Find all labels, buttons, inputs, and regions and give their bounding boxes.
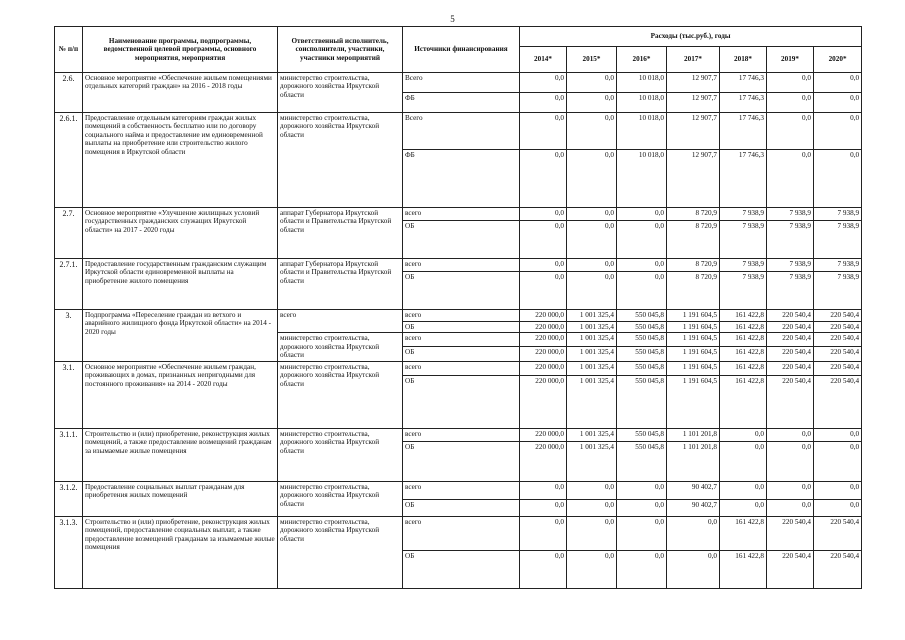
header-year: 2015* (567, 47, 617, 73)
row-source: ОБ (403, 346, 520, 361)
row-value: 0,0 (617, 481, 667, 499)
row-value: 1 191 604,5 (667, 346, 720, 361)
row-value: 90 402,7 (667, 481, 720, 499)
row-value: 0,0 (567, 272, 617, 310)
row-source: всего (403, 208, 520, 221)
row-value: 0,0 (567, 550, 617, 588)
row-value: 0,0 (520, 550, 567, 588)
row-value: 161 422,8 (720, 322, 767, 333)
row-value: 161 422,8 (720, 550, 767, 588)
row-value: 1 101 201,8 (667, 441, 720, 481)
header-number: № п/п (55, 27, 83, 73)
row-name: Строительство и (или) приобретение, реконструкция жилых помещений, предоставление социальных выплат, а также предоставление возмещений гражданам за изымаемые жилые помещения (83, 516, 278, 588)
row-value: 550 045,8 (617, 333, 667, 346)
row-source: Всего (403, 73, 520, 93)
row-value: 1 191 604,5 (667, 310, 720, 322)
row-name: Предоставление государственным гражданским служащим Иркутской области единовременной выплаты на приобретение жилого помещения (83, 259, 278, 310)
row-code: 2.7. (55, 208, 83, 259)
row-value: 7 938,9 (720, 208, 767, 221)
row-value: 12 907,7 (667, 150, 720, 208)
header-spending: Расходы (тыс.руб.), годы (520, 27, 862, 47)
row-value: 1 191 604,5 (667, 322, 720, 333)
row-value: 7 938,9 (814, 272, 862, 310)
row-value: 0,0 (814, 73, 862, 93)
row-value: 0,0 (617, 221, 667, 259)
row-source: всего (403, 481, 520, 499)
row-executor: министерство строительства, дорожного хозяйства Иркутской области (278, 428, 403, 481)
row-value: 0,0 (767, 441, 814, 481)
row-value: 0,0 (520, 272, 567, 310)
row-value: 8 720,9 (667, 221, 720, 259)
row-value: 7 938,9 (814, 208, 862, 221)
row-value: 220 540,4 (814, 375, 862, 428)
header-year: 2019* (767, 47, 814, 73)
row-source: ОБ (403, 322, 520, 333)
row-value: 0,0 (720, 441, 767, 481)
row-value: 0,0 (520, 73, 567, 93)
row-source: всего (403, 516, 520, 550)
row-value: 220 000,0 (520, 428, 567, 441)
row-source: Всего (403, 113, 520, 150)
row-value: 0,0 (767, 428, 814, 441)
row-source: ОБ (403, 550, 520, 588)
table-header (55, 27, 862, 73)
row-value: 220 540,4 (767, 333, 814, 346)
row-value: 220 000,0 (520, 441, 567, 481)
row-value: 7 938,9 (767, 208, 814, 221)
header-year: 2014* (520, 47, 567, 73)
row-value: 1 001 325,4 (567, 375, 617, 428)
row-value: 1 001 325,4 (567, 346, 617, 361)
row-value: 0,0 (567, 481, 617, 499)
row-value: 161 422,8 (720, 375, 767, 428)
row-value: 220 540,4 (814, 516, 862, 550)
row-code: 3. (55, 310, 83, 362)
row-code: 3.1. (55, 361, 83, 428)
row-source: всего (403, 361, 520, 375)
row-value: 0,0 (567, 499, 617, 516)
row-executor: министерство строительства, дорожного хозяйства Иркутской области (278, 361, 403, 428)
row-value: 220 540,4 (767, 361, 814, 375)
row-executor: министерство строительства, дорожного хозяйства Иркутской области (278, 73, 403, 113)
row-value: 17 746,3 (720, 93, 767, 113)
row-value: 0,0 (617, 272, 667, 310)
row-value: 7 938,9 (767, 221, 814, 259)
row-value: 10 018,0 (617, 113, 667, 150)
row-value: 10 018,0 (617, 93, 667, 113)
row-value: 220 540,4 (767, 550, 814, 588)
row-value: 0,0 (720, 428, 767, 441)
row-executor: министерство строительства, дорожного хозяйства Иркутской области (278, 333, 403, 361)
row-source: всего (403, 333, 520, 346)
row-value: 220 540,4 (814, 310, 862, 322)
row-name: Подпрограмма «Переселение граждан из ветхого и аварийного жилищного фонда Иркутской области» на 2014 - 2020 годы (83, 310, 278, 362)
row-value: 0,0 (767, 73, 814, 93)
row-value: 161 422,8 (720, 361, 767, 375)
row-value: 0,0 (814, 93, 862, 113)
row-value: 1 001 325,4 (567, 428, 617, 441)
row-value: 0,0 (767, 93, 814, 113)
row-value: 17 746,3 (720, 113, 767, 150)
row-value: 1 001 325,4 (567, 310, 617, 322)
row-code: 3.1.2. (55, 481, 83, 516)
row-value: 220 000,0 (520, 346, 567, 361)
row-executor: министерство строительства, дорожного хозяйства Иркутской области (278, 113, 403, 208)
row-value: 7 938,9 (720, 272, 767, 310)
row-value: 17 746,3 (720, 150, 767, 208)
header-executor: Ответственный исполнитель, соисполнители, участники, участники мероприятий (278, 27, 403, 73)
row-value: 161 422,8 (720, 310, 767, 322)
row-value: 550 045,8 (617, 310, 667, 322)
row-code: 3.1.3. (55, 516, 83, 588)
row-value: 0,0 (767, 113, 814, 150)
row-value: 220 540,4 (814, 333, 862, 346)
row-value: 7 938,9 (767, 259, 814, 272)
row-value: 0,0 (720, 481, 767, 499)
row-value: 0,0 (617, 550, 667, 588)
row-value: 1 101 201,8 (667, 428, 720, 441)
row-source: ОБ (403, 375, 520, 428)
row-source: ФБ (403, 93, 520, 113)
row-value: 8 720,9 (667, 208, 720, 221)
row-code: 2.7.1. (55, 259, 83, 310)
row-source: ОБ (403, 221, 520, 259)
row-source: всего (403, 310, 520, 322)
row-value: 161 422,8 (720, 333, 767, 346)
row-value: 220 540,4 (814, 322, 862, 333)
row-value: 0,0 (814, 499, 862, 516)
row-value: 1 001 325,4 (567, 441, 617, 481)
row-source: ОБ (403, 499, 520, 516)
row-value: 0,0 (767, 499, 814, 516)
row-value: 0,0 (667, 550, 720, 588)
row-value: 0,0 (567, 208, 617, 221)
header-year: 2018* (720, 47, 767, 73)
row-value: 0,0 (567, 93, 617, 113)
row-value: 220 540,4 (767, 516, 814, 550)
row-value: 220 000,0 (520, 333, 567, 346)
row-executor: аппарат Губернатора Иркутской области и Правительства Иркутской области (278, 208, 403, 259)
row-value: 0,0 (567, 150, 617, 208)
header-name: Наименование программы, подпрограммы, ведомственной целевой программы, основного мероприятия, мероприятия (83, 27, 278, 73)
row-value: 10 018,0 (617, 150, 667, 208)
row-name: Основное мероприятие «Обеспечение жильем помещениями отдельных категорий граждан» на 2016 - 2018 годы (83, 73, 278, 113)
table-row (55, 113, 862, 150)
row-value: 0,0 (567, 113, 617, 150)
row-value: 0,0 (617, 499, 667, 516)
row-source: ОБ (403, 441, 520, 481)
row-name: Основное мероприятие «Обеспечение жильем граждан, проживающих в домах, признанных непригодными для постоянного проживания» на 2014 - 2020 годы (83, 361, 278, 428)
header-year: 2016* (617, 47, 667, 73)
row-value: 0,0 (767, 481, 814, 499)
row-value: 0,0 (667, 516, 720, 550)
row-value: 1 001 325,4 (567, 333, 617, 346)
row-value: 0,0 (814, 481, 862, 499)
row-value: 220 540,4 (814, 550, 862, 588)
row-code: 3.1.1. (55, 428, 83, 481)
row-value: 0,0 (814, 441, 862, 481)
table-row (55, 481, 862, 499)
row-value: 0,0 (617, 516, 667, 550)
budget-table (54, 26, 862, 589)
row-value: 550 045,8 (617, 361, 667, 375)
row-value: 0,0 (617, 259, 667, 272)
row-value: 0,0 (814, 150, 862, 208)
row-executor: министерство строительства, дорожного хозяйства Иркутской области (278, 481, 403, 516)
row-source: всего (403, 428, 520, 441)
row-value: 0,0 (520, 481, 567, 499)
row-value: 220 000,0 (520, 310, 567, 322)
row-value: 0,0 (720, 499, 767, 516)
row-value: 0,0 (567, 259, 617, 272)
row-value: 0,0 (814, 428, 862, 441)
row-value: 220 540,4 (767, 346, 814, 361)
row-name: Основное мероприятие «Улучшение жилищных условий государственных гражданских служащих Иркутской области» на 2017 - 2020 годы (83, 208, 278, 259)
row-name: Предоставление отдельным категориям граждан жилых помещений в собственность бесплатно или по договору социального найма и предоставление им единовременной выплаты на приобретение или строительство жилого помещения в Иркутской области (83, 113, 278, 208)
row-value: 0,0 (520, 150, 567, 208)
row-value: 220 540,4 (767, 322, 814, 333)
row-source: ОБ (403, 272, 520, 310)
row-value: 0,0 (520, 259, 567, 272)
table-row (55, 361, 862, 375)
table-row (55, 208, 862, 221)
row-executor: аппарат Губернатора Иркутской области и Правительства Иркутской области (278, 259, 403, 310)
row-value: 17 746,3 (720, 73, 767, 93)
row-value: 0,0 (520, 113, 567, 150)
row-value: 7 938,9 (814, 259, 862, 272)
row-value: 220 540,4 (814, 346, 862, 361)
row-value: 220 540,4 (767, 310, 814, 322)
row-name: Предоставление социальных выплат гражданам для приобретения жилых помещений (83, 481, 278, 516)
row-source: всего (403, 259, 520, 272)
header-year: 2017* (667, 47, 720, 73)
header-source: Источники финансирования (403, 27, 520, 73)
row-value: 7 938,9 (720, 259, 767, 272)
row-value: 1 001 325,4 (567, 322, 617, 333)
row-value: 8 720,9 (667, 272, 720, 310)
row-value: 1 001 325,4 (567, 361, 617, 375)
row-value: 550 045,8 (617, 428, 667, 441)
row-value: 12 907,7 (667, 113, 720, 150)
row-value: 8 720,9 (667, 259, 720, 272)
row-value: 1 191 604,5 (667, 375, 720, 428)
row-value: 7 938,9 (814, 221, 862, 259)
page-number: 5 (450, 14, 455, 24)
row-value: 1 191 604,5 (667, 361, 720, 375)
row-code: 2.6. (55, 73, 83, 113)
row-code: 2.6.1. (55, 113, 83, 208)
row-value: 220 000,0 (520, 322, 567, 333)
row-source: ФБ (403, 150, 520, 208)
row-value: 0,0 (520, 499, 567, 516)
row-executor: всего (278, 310, 403, 333)
row-value: 550 045,8 (617, 322, 667, 333)
row-value: 0,0 (814, 113, 862, 150)
row-value: 0,0 (767, 150, 814, 208)
row-value: 12 907,7 (667, 73, 720, 93)
row-value: 550 045,8 (617, 346, 667, 361)
row-value: 220 000,0 (520, 361, 567, 375)
row-value: 7 938,9 (720, 221, 767, 259)
row-value: 90 402,7 (667, 499, 720, 516)
row-value: 0,0 (567, 516, 617, 550)
header-year: 2020* (814, 47, 862, 73)
row-executor: министерство строительства, дорожного хозяйства Иркутской области (278, 516, 403, 588)
table-row (55, 259, 862, 272)
table-row (55, 73, 862, 93)
row-name: Строительство и (или) приобретение, реконструкция жилых помещений, а также предоставление возмещений гражданам за изымаемые жилые помещения (83, 428, 278, 481)
row-value: 220 000,0 (520, 375, 567, 428)
row-value: 0,0 (520, 221, 567, 259)
row-value: 10 018,0 (617, 73, 667, 93)
row-value: 0,0 (520, 516, 567, 550)
row-value: 0,0 (520, 208, 567, 221)
table-body (55, 73, 862, 589)
row-value: 550 045,8 (617, 441, 667, 481)
row-value: 0,0 (567, 73, 617, 93)
row-value: 161 422,8 (720, 346, 767, 361)
row-value: 12 907,7 (667, 93, 720, 113)
row-value: 550 045,8 (617, 375, 667, 428)
table-row (55, 516, 862, 550)
row-value: 1 191 604,5 (667, 333, 720, 346)
row-value: 0,0 (617, 208, 667, 221)
row-value: 7 938,9 (767, 272, 814, 310)
row-value: 220 540,4 (814, 361, 862, 375)
row-value: 161 422,8 (720, 516, 767, 550)
table-row (55, 428, 862, 441)
row-value: 0,0 (520, 93, 567, 113)
table-row (55, 310, 862, 322)
row-value: 220 540,4 (767, 375, 814, 428)
row-value: 0,0 (567, 221, 617, 259)
